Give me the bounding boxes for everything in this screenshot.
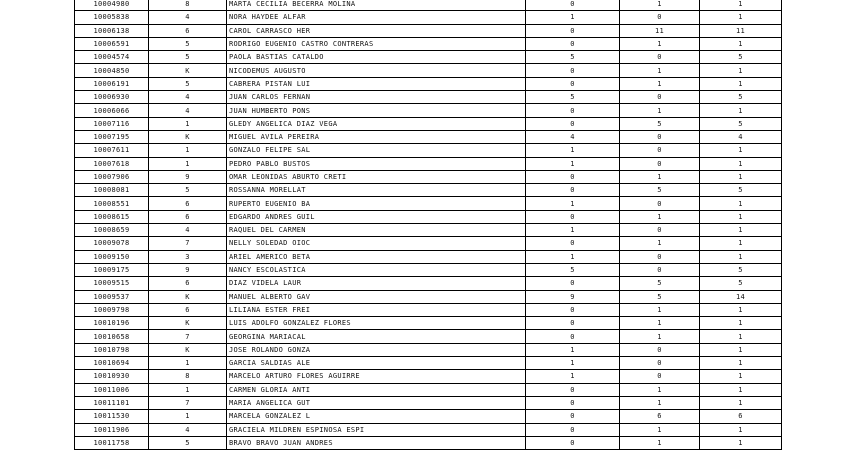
total-cell: 1 xyxy=(700,396,782,409)
id-cell: 10010798 xyxy=(75,343,149,356)
id-cell: 10008551 xyxy=(75,197,149,210)
name-cell: MARIA ANGELICA GUT xyxy=(227,396,526,409)
col-b-cell: 1 xyxy=(620,77,700,90)
id-cell: 10010658 xyxy=(75,330,149,343)
col-a-cell: 0 xyxy=(526,237,620,250)
dv-cell: 5 xyxy=(149,77,227,90)
col-b-cell: 0 xyxy=(620,343,700,356)
col-a-cell: 0 xyxy=(526,303,620,316)
col-a-cell: 5 xyxy=(526,263,620,276)
col-a-cell: 1 xyxy=(526,357,620,370)
dv-cell: 8 xyxy=(149,370,227,383)
name-cell: RAQUEL DEL CARMEN xyxy=(227,224,526,237)
id-cell: 10011758 xyxy=(75,436,149,449)
table-row xyxy=(75,91,782,104)
total-cell: 1 xyxy=(700,370,782,383)
col-b-cell: 1 xyxy=(620,303,700,316)
total-cell: 14 xyxy=(700,290,782,303)
total-cell: 4 xyxy=(700,130,782,143)
id-cell: 10009537 xyxy=(75,290,149,303)
col-a-cell: 0 xyxy=(526,64,620,77)
name-cell: GONZALO FELIPE SAL xyxy=(227,144,526,157)
name-cell: CARMEN GLORIA ANTI xyxy=(227,383,526,396)
col-a-cell: 0 xyxy=(526,0,620,11)
total-cell: 1 xyxy=(700,64,782,77)
name-cell: CAROL CARRASCO HER xyxy=(227,24,526,37)
name-cell: DIAZ VIDELA LAUR xyxy=(227,277,526,290)
col-b-cell: 1 xyxy=(620,423,700,436)
col-a-cell: 1 xyxy=(526,157,620,170)
name-cell: GLEDY ANGELICA DIAZ VEGA xyxy=(227,117,526,130)
dv-cell: 8 xyxy=(149,0,227,11)
col-b-cell: 1 xyxy=(620,0,700,11)
data-table xyxy=(74,0,782,450)
dv-cell: 6 xyxy=(149,24,227,37)
name-cell: NANCY ESCOLASTICA xyxy=(227,263,526,276)
total-cell: 1 xyxy=(700,303,782,316)
id-cell: 10010196 xyxy=(75,317,149,330)
col-a-cell: 0 xyxy=(526,423,620,436)
dv-cell: 1 xyxy=(149,383,227,396)
col-b-cell: 0 xyxy=(620,197,700,210)
col-a-cell: 0 xyxy=(526,436,620,449)
id-cell: 10009515 xyxy=(75,277,149,290)
name-cell: PAOLA BASTIAS CATALDO xyxy=(227,51,526,64)
dv-cell: 5 xyxy=(149,184,227,197)
col-a-cell: 1 xyxy=(526,11,620,24)
col-a-cell: 9 xyxy=(526,290,620,303)
id-cell: 10006066 xyxy=(75,104,149,117)
dv-cell: K xyxy=(149,64,227,77)
total-cell: 5 xyxy=(700,91,782,104)
name-cell: MARTA CECILIA BECERRA MOLINA xyxy=(227,0,526,11)
total-cell: 1 xyxy=(700,37,782,50)
table-row xyxy=(75,423,782,436)
dv-cell: 1 xyxy=(149,410,227,423)
col-a-cell: 0 xyxy=(526,184,620,197)
table-body xyxy=(75,0,782,450)
col-a-cell: 0 xyxy=(526,277,620,290)
col-b-cell: 0 xyxy=(620,250,700,263)
name-cell: CABRERA PISTAN LUI xyxy=(227,77,526,90)
table-row xyxy=(75,104,782,117)
id-cell: 10007195 xyxy=(75,130,149,143)
name-cell: EDGARDO ANDRES GUIL xyxy=(227,210,526,223)
total-cell: 1 xyxy=(700,77,782,90)
id-cell: 10006138 xyxy=(75,24,149,37)
dv-cell: K xyxy=(149,317,227,330)
col-b-cell: 11 xyxy=(620,24,700,37)
total-cell: 1 xyxy=(700,330,782,343)
table-row xyxy=(75,0,782,11)
col-a-cell: 0 xyxy=(526,383,620,396)
dv-cell: 6 xyxy=(149,197,227,210)
name-cell: GARCIA SALDIAS ALE xyxy=(227,357,526,370)
total-cell: 1 xyxy=(700,0,782,11)
dv-cell: 9 xyxy=(149,170,227,183)
total-cell: 1 xyxy=(700,436,782,449)
id-cell: 10009078 xyxy=(75,237,149,250)
total-cell: 5 xyxy=(700,277,782,290)
col-b-cell: 6 xyxy=(620,410,700,423)
dv-cell: 7 xyxy=(149,396,227,409)
dv-cell: 5 xyxy=(149,51,227,64)
col-b-cell: 5 xyxy=(620,117,700,130)
table-row xyxy=(75,77,782,90)
table-row xyxy=(75,263,782,276)
table-row xyxy=(75,64,782,77)
table-row xyxy=(75,117,782,130)
col-b-cell: 0 xyxy=(620,263,700,276)
table-row xyxy=(75,210,782,223)
total-cell: 11 xyxy=(700,24,782,37)
id-cell: 10006930 xyxy=(75,91,149,104)
name-cell: GEORGINA MARIACAL xyxy=(227,330,526,343)
name-cell: NELLY SOLEDAD OIOC xyxy=(227,237,526,250)
dv-cell: 4 xyxy=(149,91,227,104)
col-b-cell: 5 xyxy=(620,277,700,290)
col-a-cell: 4 xyxy=(526,130,620,143)
name-cell: ROSSANNA MORELLAT xyxy=(227,184,526,197)
id-cell: 10007116 xyxy=(75,117,149,130)
col-b-cell: 1 xyxy=(620,104,700,117)
col-a-cell: 5 xyxy=(526,91,620,104)
total-cell: 1 xyxy=(700,170,782,183)
table-row xyxy=(75,37,782,50)
table-row xyxy=(75,330,782,343)
dv-cell: K xyxy=(149,130,227,143)
dv-cell: 5 xyxy=(149,436,227,449)
col-a-cell: 0 xyxy=(526,24,620,37)
col-b-cell: 1 xyxy=(620,330,700,343)
total-cell: 5 xyxy=(700,51,782,64)
col-a-cell: 1 xyxy=(526,370,620,383)
table-row xyxy=(75,184,782,197)
dv-cell: 6 xyxy=(149,210,227,223)
col-b-cell: 1 xyxy=(620,436,700,449)
total-cell: 1 xyxy=(700,224,782,237)
table-row xyxy=(75,317,782,330)
total-cell: 1 xyxy=(700,197,782,210)
table-row xyxy=(75,11,782,24)
id-cell: 10009175 xyxy=(75,263,149,276)
name-cell: MIGUEL AVILA PEREIRA xyxy=(227,130,526,143)
id-cell: 10010694 xyxy=(75,357,149,370)
id-cell: 10006591 xyxy=(75,37,149,50)
table-row xyxy=(75,410,782,423)
col-a-cell: 0 xyxy=(526,104,620,117)
dv-cell: 1 xyxy=(149,144,227,157)
col-a-cell: 5 xyxy=(526,51,620,64)
table-row xyxy=(75,24,782,37)
name-cell: OMAR LEONIDAS ABURTO CRETI xyxy=(227,170,526,183)
col-b-cell: 1 xyxy=(620,237,700,250)
table-row xyxy=(75,237,782,250)
col-b-cell: 1 xyxy=(620,64,700,77)
col-a-cell: 1 xyxy=(526,343,620,356)
name-cell: JUAN CARLOS FERNAN xyxy=(227,91,526,104)
total-cell: 1 xyxy=(700,157,782,170)
id-cell: 10004850 xyxy=(75,64,149,77)
dv-cell: 7 xyxy=(149,330,227,343)
id-cell: 10007618 xyxy=(75,157,149,170)
name-cell: JOSE ROLANDO GONZA xyxy=(227,343,526,356)
name-cell: BRAVO BRAVO JUAN ANDRES xyxy=(227,436,526,449)
table-row xyxy=(75,277,782,290)
table-row xyxy=(75,370,782,383)
dv-cell: 1 xyxy=(149,117,227,130)
total-cell: 1 xyxy=(700,423,782,436)
dv-cell: 3 xyxy=(149,250,227,263)
name-cell: GRACIELA MILDREN ESPINOSA ESPI xyxy=(227,423,526,436)
table-row xyxy=(75,290,782,303)
col-b-cell: 0 xyxy=(620,370,700,383)
dv-cell: 6 xyxy=(149,303,227,316)
table-row xyxy=(75,383,782,396)
col-b-cell: 5 xyxy=(620,184,700,197)
table-row xyxy=(75,170,782,183)
col-b-cell: 0 xyxy=(620,11,700,24)
name-cell: ARIEL AMERICO BETA xyxy=(227,250,526,263)
dv-cell: 4 xyxy=(149,104,227,117)
dv-cell: 4 xyxy=(149,224,227,237)
col-a-cell: 0 xyxy=(526,410,620,423)
col-a-cell: 0 xyxy=(526,210,620,223)
name-cell: JUAN HUMBERTO PONS xyxy=(227,104,526,117)
id-cell: 10004980 xyxy=(75,0,149,11)
total-cell: 1 xyxy=(700,383,782,396)
total-cell: 1 xyxy=(700,104,782,117)
total-cell: 5 xyxy=(700,117,782,130)
name-cell: NICODEMUS AUGUSTO xyxy=(227,64,526,77)
table-row xyxy=(75,51,782,64)
col-b-cell: 0 xyxy=(620,157,700,170)
id-cell: 10008081 xyxy=(75,184,149,197)
total-cell: 1 xyxy=(700,250,782,263)
table-row xyxy=(75,303,782,316)
total-cell: 1 xyxy=(700,357,782,370)
total-cell: 1 xyxy=(700,317,782,330)
id-cell: 10004574 xyxy=(75,51,149,64)
table-row xyxy=(75,436,782,449)
table-row xyxy=(75,130,782,143)
col-a-cell: 1 xyxy=(526,250,620,263)
col-a-cell: 1 xyxy=(526,144,620,157)
total-cell: 1 xyxy=(700,343,782,356)
id-cell: 10006191 xyxy=(75,77,149,90)
table-row xyxy=(75,197,782,210)
col-a-cell: 0 xyxy=(526,77,620,90)
col-b-cell: 1 xyxy=(620,210,700,223)
name-cell: RODRIGO EUGENIO CASTRO CONTRERAS xyxy=(227,37,526,50)
dv-cell: 4 xyxy=(149,423,227,436)
id-cell: 10011906 xyxy=(75,423,149,436)
id-cell: 10011006 xyxy=(75,383,149,396)
id-cell: 10011101 xyxy=(75,396,149,409)
col-b-cell: 5 xyxy=(620,290,700,303)
col-b-cell: 1 xyxy=(620,317,700,330)
name-cell: PEDRO PABLO BUSTOS xyxy=(227,157,526,170)
col-b-cell: 0 xyxy=(620,144,700,157)
name-cell: MARCELA GONZALEZ L xyxy=(227,410,526,423)
id-cell: 10011530 xyxy=(75,410,149,423)
total-cell: 1 xyxy=(700,237,782,250)
dv-cell: 7 xyxy=(149,237,227,250)
dv-cell: 6 xyxy=(149,277,227,290)
id-cell: 10008659 xyxy=(75,224,149,237)
dv-cell: K xyxy=(149,343,227,356)
col-a-cell: 0 xyxy=(526,170,620,183)
id-cell: 10007611 xyxy=(75,144,149,157)
dv-cell: 5 xyxy=(149,37,227,50)
col-a-cell: 0 xyxy=(526,396,620,409)
name-cell: MANUEL ALBERTO GAV xyxy=(227,290,526,303)
total-cell: 1 xyxy=(700,144,782,157)
dv-cell: 9 xyxy=(149,263,227,276)
id-cell: 10008615 xyxy=(75,210,149,223)
table-row xyxy=(75,144,782,157)
total-cell: 6 xyxy=(700,410,782,423)
total-cell: 1 xyxy=(700,11,782,24)
col-a-cell: 0 xyxy=(526,117,620,130)
name-cell: MARCELO ARTURO FLORES AGUIRRE xyxy=(227,370,526,383)
col-a-cell: 1 xyxy=(526,197,620,210)
col-a-cell: 1 xyxy=(526,224,620,237)
id-cell: 10010930 xyxy=(75,370,149,383)
name-cell: RUPERTO EUGENIO BA xyxy=(227,197,526,210)
name-cell: LUIS ADOLFO GONZALEZ FLORES xyxy=(227,317,526,330)
col-b-cell: 1 xyxy=(620,170,700,183)
table-row xyxy=(75,343,782,356)
name-cell: NORA HAYDEE ALFAR xyxy=(227,11,526,24)
table-row xyxy=(75,250,782,263)
col-a-cell: 0 xyxy=(526,330,620,343)
total-cell: 1 xyxy=(700,210,782,223)
id-cell: 10005838 xyxy=(75,11,149,24)
table-row xyxy=(75,357,782,370)
col-b-cell: 0 xyxy=(620,357,700,370)
dv-cell: 1 xyxy=(149,357,227,370)
total-cell: 5 xyxy=(700,263,782,276)
col-b-cell: 0 xyxy=(620,130,700,143)
id-cell: 10009150 xyxy=(75,250,149,263)
table-row xyxy=(75,396,782,409)
dv-cell: 1 xyxy=(149,157,227,170)
id-cell: 10007906 xyxy=(75,170,149,183)
total-cell: 5 xyxy=(700,184,782,197)
dv-cell: 4 xyxy=(149,11,227,24)
col-b-cell: 1 xyxy=(620,37,700,50)
id-cell: 10009798 xyxy=(75,303,149,316)
col-a-cell: 0 xyxy=(526,317,620,330)
table-row xyxy=(75,157,782,170)
col-b-cell: 0 xyxy=(620,224,700,237)
col-b-cell: 1 xyxy=(620,383,700,396)
col-b-cell: 0 xyxy=(620,91,700,104)
col-b-cell: 0 xyxy=(620,51,700,64)
dv-cell: K xyxy=(149,290,227,303)
col-b-cell: 1 xyxy=(620,396,700,409)
col-a-cell: 0 xyxy=(526,37,620,50)
name-cell: LILIANA ESTER FREI xyxy=(227,303,526,316)
table-row xyxy=(75,224,782,237)
